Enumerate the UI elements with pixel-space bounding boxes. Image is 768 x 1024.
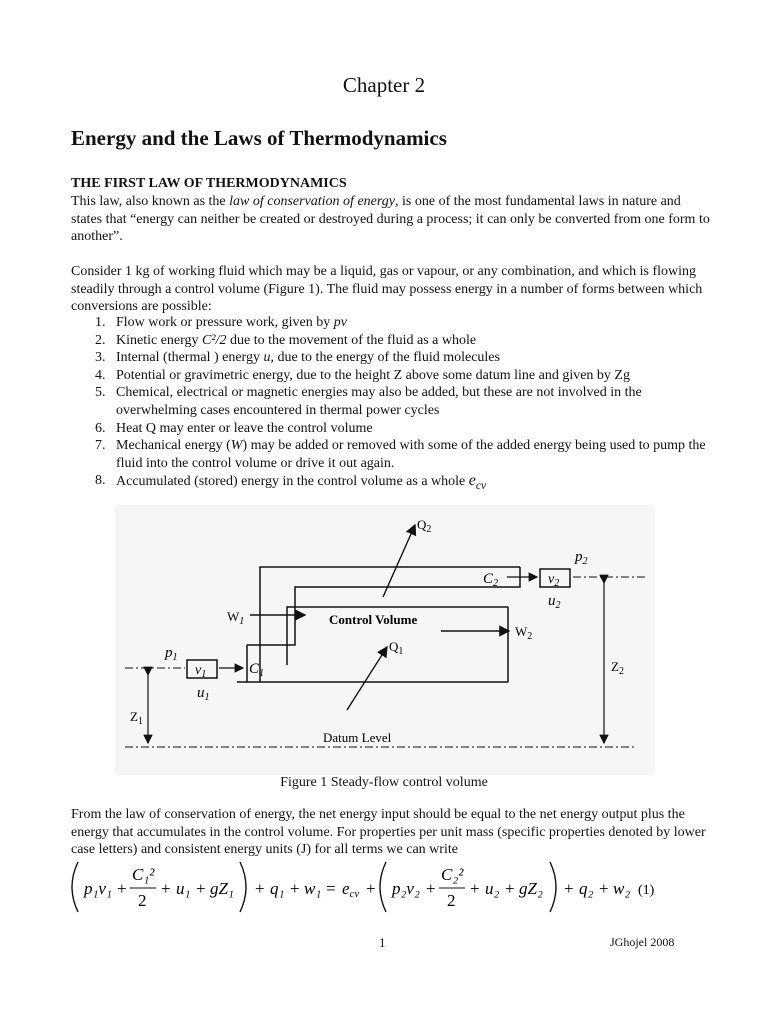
q2-arrow — [383, 525, 415, 597]
list-text: , due to the energy of the fluid molecules — [270, 350, 500, 366]
list-number: 2. — [95, 332, 106, 348]
list-text: Chemical, electrical or magnetic energies may also be added, but these are not involved in the overwhelming cases encountered in thermal power cycles — [116, 385, 642, 418]
list-math-sub: cv — [475, 479, 487, 493]
paren-open-1 — [72, 862, 78, 912]
figure-caption: Figure 1 Steady-flow control volume — [280, 775, 488, 790]
list-text: Flow work or pressure work, given by — [116, 315, 334, 330]
eq-c1sq: C₁² — [132, 865, 155, 884]
datum-label: Datum Level — [323, 730, 392, 745]
eq-plus: + — [426, 879, 436, 898]
eq-plus: + — [470, 879, 480, 898]
eq-ecv: ecv — [342, 879, 360, 900]
intro-emphasis: law of conservation of energy — [229, 194, 396, 209]
eq-u1: u₁ — [176, 879, 191, 898]
eq-plus: + — [599, 879, 609, 898]
list-text: due to the movement of the fluid as a whole — [226, 332, 477, 348]
list-text: Accumulated (stored) energy in the control volume as a whole — [116, 474, 469, 490]
eq-plus: + — [161, 879, 171, 898]
z2-label: $Z_2$ — [611, 659, 624, 677]
intro-text-a: This law, also known as the — [71, 194, 230, 209]
eq-equals: = — [326, 879, 336, 898]
q1-label: $Q_1$ — [389, 639, 404, 657]
u1-label: $u_1$ — [197, 685, 210, 703]
list-number: 7. — [95, 438, 106, 454]
c2-label: $C_2$ — [483, 571, 499, 589]
q2-label: $Q_2$ — [417, 517, 432, 535]
q1-arrow — [347, 647, 387, 710]
eq-q2: q₂ — [579, 879, 594, 898]
list-item — [71, 472, 711, 494]
list-math: e — [468, 472, 476, 490]
eq-w2: w₂ — [613, 879, 631, 898]
eq-plus: + — [196, 879, 206, 898]
v1-label: $v_1$ — [195, 663, 207, 680]
list-math: C²/2 — [202, 332, 227, 348]
list-item — [71, 420, 711, 438]
list-math: W — [230, 438, 243, 454]
eq-plus: + — [290, 879, 300, 898]
list-item — [71, 384, 711, 419]
eq-plus: + — [564, 879, 574, 898]
list-number: 4. — [95, 367, 106, 383]
w1-label: $W_1$ — [227, 609, 245, 627]
list-text: Heat Q may enter or leave the control volume — [116, 420, 373, 436]
list-item — [71, 367, 711, 385]
list-item — [71, 437, 711, 472]
list-item — [71, 332, 711, 350]
paren-close-1 — [240, 862, 246, 912]
u2-label: $u_2$ — [548, 593, 561, 611]
eq-c2sq: C₂² — [441, 865, 464, 884]
intro-paragraph — [71, 193, 711, 246]
eq-plus: + — [505, 879, 515, 898]
list-text: Mechanical energy ( — [116, 438, 231, 454]
eq-w1: w₁ — [304, 879, 322, 898]
p1-label: $p_1$ — [165, 645, 178, 663]
list-item — [71, 314, 711, 332]
list-number: 6. — [95, 420, 106, 436]
equation-svg — [60, 858, 760, 916]
eq-two: 2 — [447, 891, 456, 910]
c1-label: $C_1$ — [249, 661, 265, 679]
page-title: Energy and the Laws of Thermodynamics — [71, 126, 447, 150]
figure-diagram — [115, 505, 655, 775]
control-volume-label: Control Volume — [329, 612, 418, 627]
eq-p2v2: p₂v₂ — [392, 879, 420, 898]
eq-p1v1: p₁v₁ — [84, 879, 112, 898]
list-number: 3. — [95, 350, 106, 366]
list-number: 1. — [95, 315, 106, 330]
energy-forms-list — [71, 314, 711, 495]
eq-plus: + — [117, 879, 127, 898]
list-math: u — [263, 350, 271, 366]
fluid-paragraph: Consider 1 kg of working fluid which may be a liquid, gas or vapour, or any combination, and which is flowing steadily through a control volume (Figure 1). The fluid may possess energy in a number of forms between which conversions are possible: — [71, 264, 703, 315]
list-text: ) may be added or removed with some of the added energy being used to pump the fluid into the control volume or drive it out again. — [116, 438, 706, 471]
footer-author: JGhojel 2008 — [610, 935, 675, 949]
control-volume-figure — [115, 505, 655, 775]
list-math: pv — [333, 315, 347, 330]
paren-open-2 — [380, 862, 386, 912]
eq-plus: + — [366, 879, 376, 898]
list-item — [71, 349, 711, 367]
eq-gz2: gZ₂ — [519, 879, 543, 898]
eq-q1: q₁ — [270, 879, 285, 898]
paren-close-2 — [550, 862, 556, 912]
energy-equation — [60, 858, 760, 916]
eq-plus: + — [255, 879, 265, 898]
eq-u2: u₂ — [485, 879, 500, 898]
list-number: 5. — [95, 385, 106, 401]
list-text: Internal (thermal ) energy — [116, 350, 264, 366]
z1-label: $Z_1$ — [130, 709, 143, 727]
w2-label: $W_2$ — [515, 624, 533, 642]
list-number: 8. — [95, 473, 106, 489]
cv-upper-step — [247, 567, 520, 645]
eq-two: 2 — [138, 891, 147, 910]
equation-number: (1) — [638, 883, 655, 898]
section-heading: THE FIRST LAW OF THERMODYNAMICS — [71, 176, 347, 191]
chapter-heading: Chapter 2 — [342, 73, 426, 97]
page-number: 1 — [379, 935, 386, 950]
list-text: Kinetic energy — [116, 332, 203, 348]
eq-gz1: gZ₁ — [210, 879, 234, 898]
conservation-paragraph: From the law of conservation of energy, the net energy input should be equal to the net energy output plus the energy that accumulates in the control volume. For properties per unit mass (specific properties denoted by lower case letters) and consistent energy units (J) for all terms we can write — [71, 807, 706, 858]
v2-label: $v_2$ — [548, 572, 560, 589]
list-text: Potential or gravimetric energy, due to the height Z above some datum line and given by Zg — [116, 367, 630, 383]
p2-label: $p_2$ — [575, 549, 588, 567]
intro-text-b: , is one of the most fundamental laws in nature and states that “energy can neither be created or destroyed during a process; it can only be converted from one form to another”. — [71, 194, 710, 245]
